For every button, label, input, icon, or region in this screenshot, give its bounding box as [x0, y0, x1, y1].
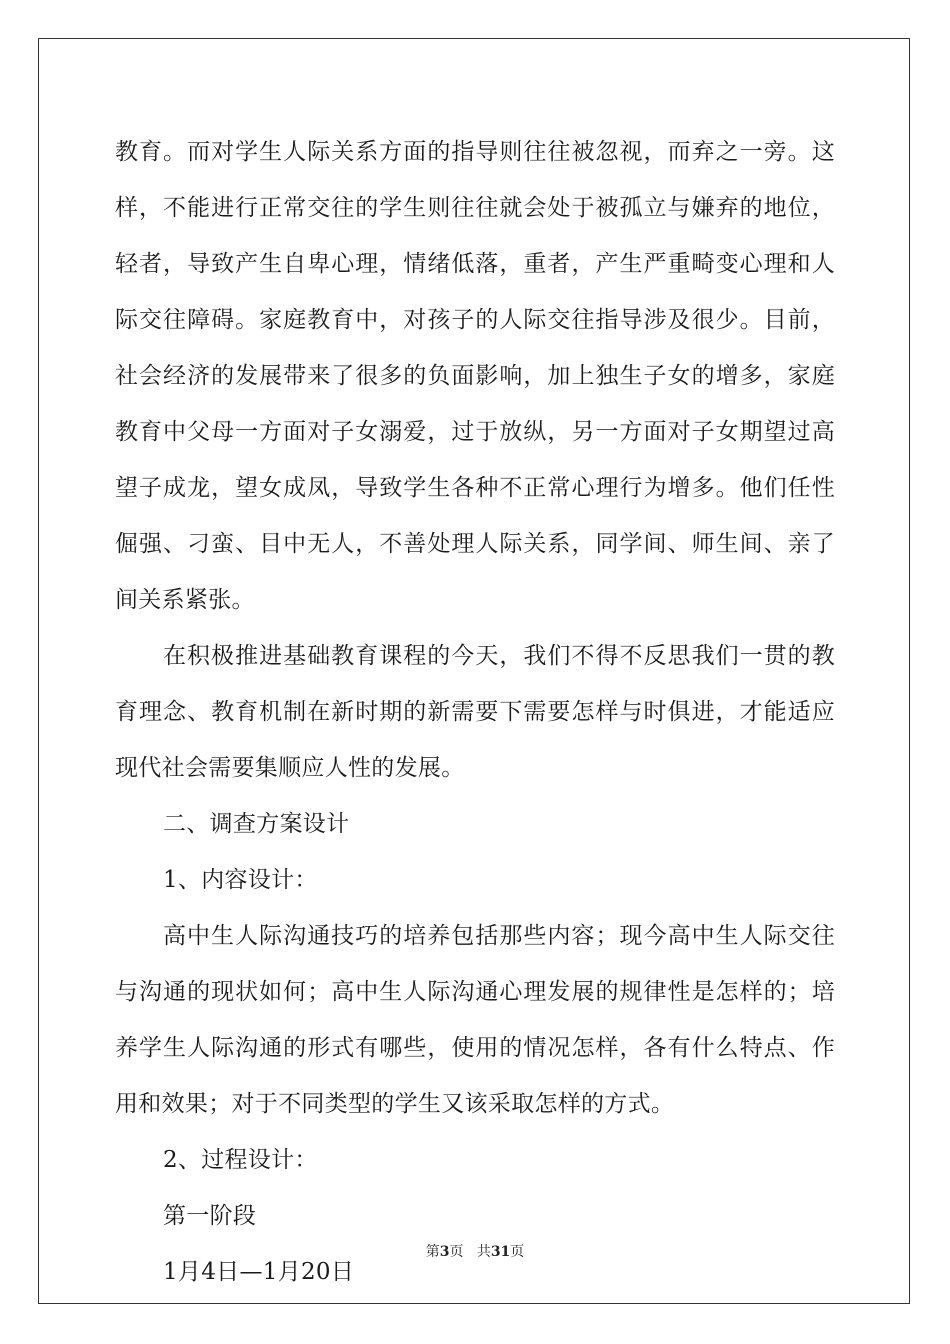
footer-total-pages: 31 [490, 1244, 511, 1260]
section-heading-survey-design: 二、调查方案设计 [163, 811, 350, 837]
paragraph-content-design: 高中生人际沟通技巧的培养包括那些内容；现今高中生人际交往与沟通的现状如何；高中生人际沟通心理发展的规律性是怎样的；培养学生人际沟通的形式有哪些，使用的情况怎样，各有什么特点、作用和效果；对于不同类型的学生又该采取怎样的方式。 [115, 923, 835, 1117]
footer-page-suffix: 页 [449, 1244, 464, 1260]
footer-total-suffix: 页 [510, 1244, 525, 1260]
paragraph-family-education: 教育。而对学生人际关系方面的指导则往往被忽视，而弃之一旁。这样，不能进行正常交往的学生则往往就会处于被孤立与嫌弃的地位，轻者，导致产生自卑心理，情绪低落，重者，产生严重畸变心理和人际交往障碍。家庭教育中，对孩子的人际交往指导涉及很少。目前，社会经济的发展带来了很多的负面影响，加上独生子女的增多，家庭教育中父母一方面对子女溺爱，过于放纵，另一方面对子女期望过高望子成龙，望女成凤，导致学生各种不正常心理行为增多。他们任性倔强、刁蛮、目中无人，不善处理人际关系，同学间、师生间、亲了间关系紧张。 [115, 139, 835, 613]
page-footer [0, 1242, 950, 1262]
document-body [115, 124, 835, 1300]
footer-prefix: 第 [425, 1244, 440, 1260]
footer-total-prefix: 共 [476, 1244, 491, 1260]
stage-label: 第一阶段 [163, 1203, 257, 1229]
subheading-content-design: 1、内容设计： [163, 867, 318, 893]
stage-date-range: 1月4日—1月20日 [163, 1259, 355, 1285]
subheading-process-design: 2、过程设计： [163, 1147, 318, 1173]
paragraph-reflection: 在积极推进基础教育课程的今天，我们不得不反思我们一贯的教育理念、教育机制在新时期的新需要下需要怎样与时俱进，才能适应现代社会需要集顺应人性的发展。 [115, 643, 835, 781]
footer-page-number: 3 [439, 1244, 450, 1260]
